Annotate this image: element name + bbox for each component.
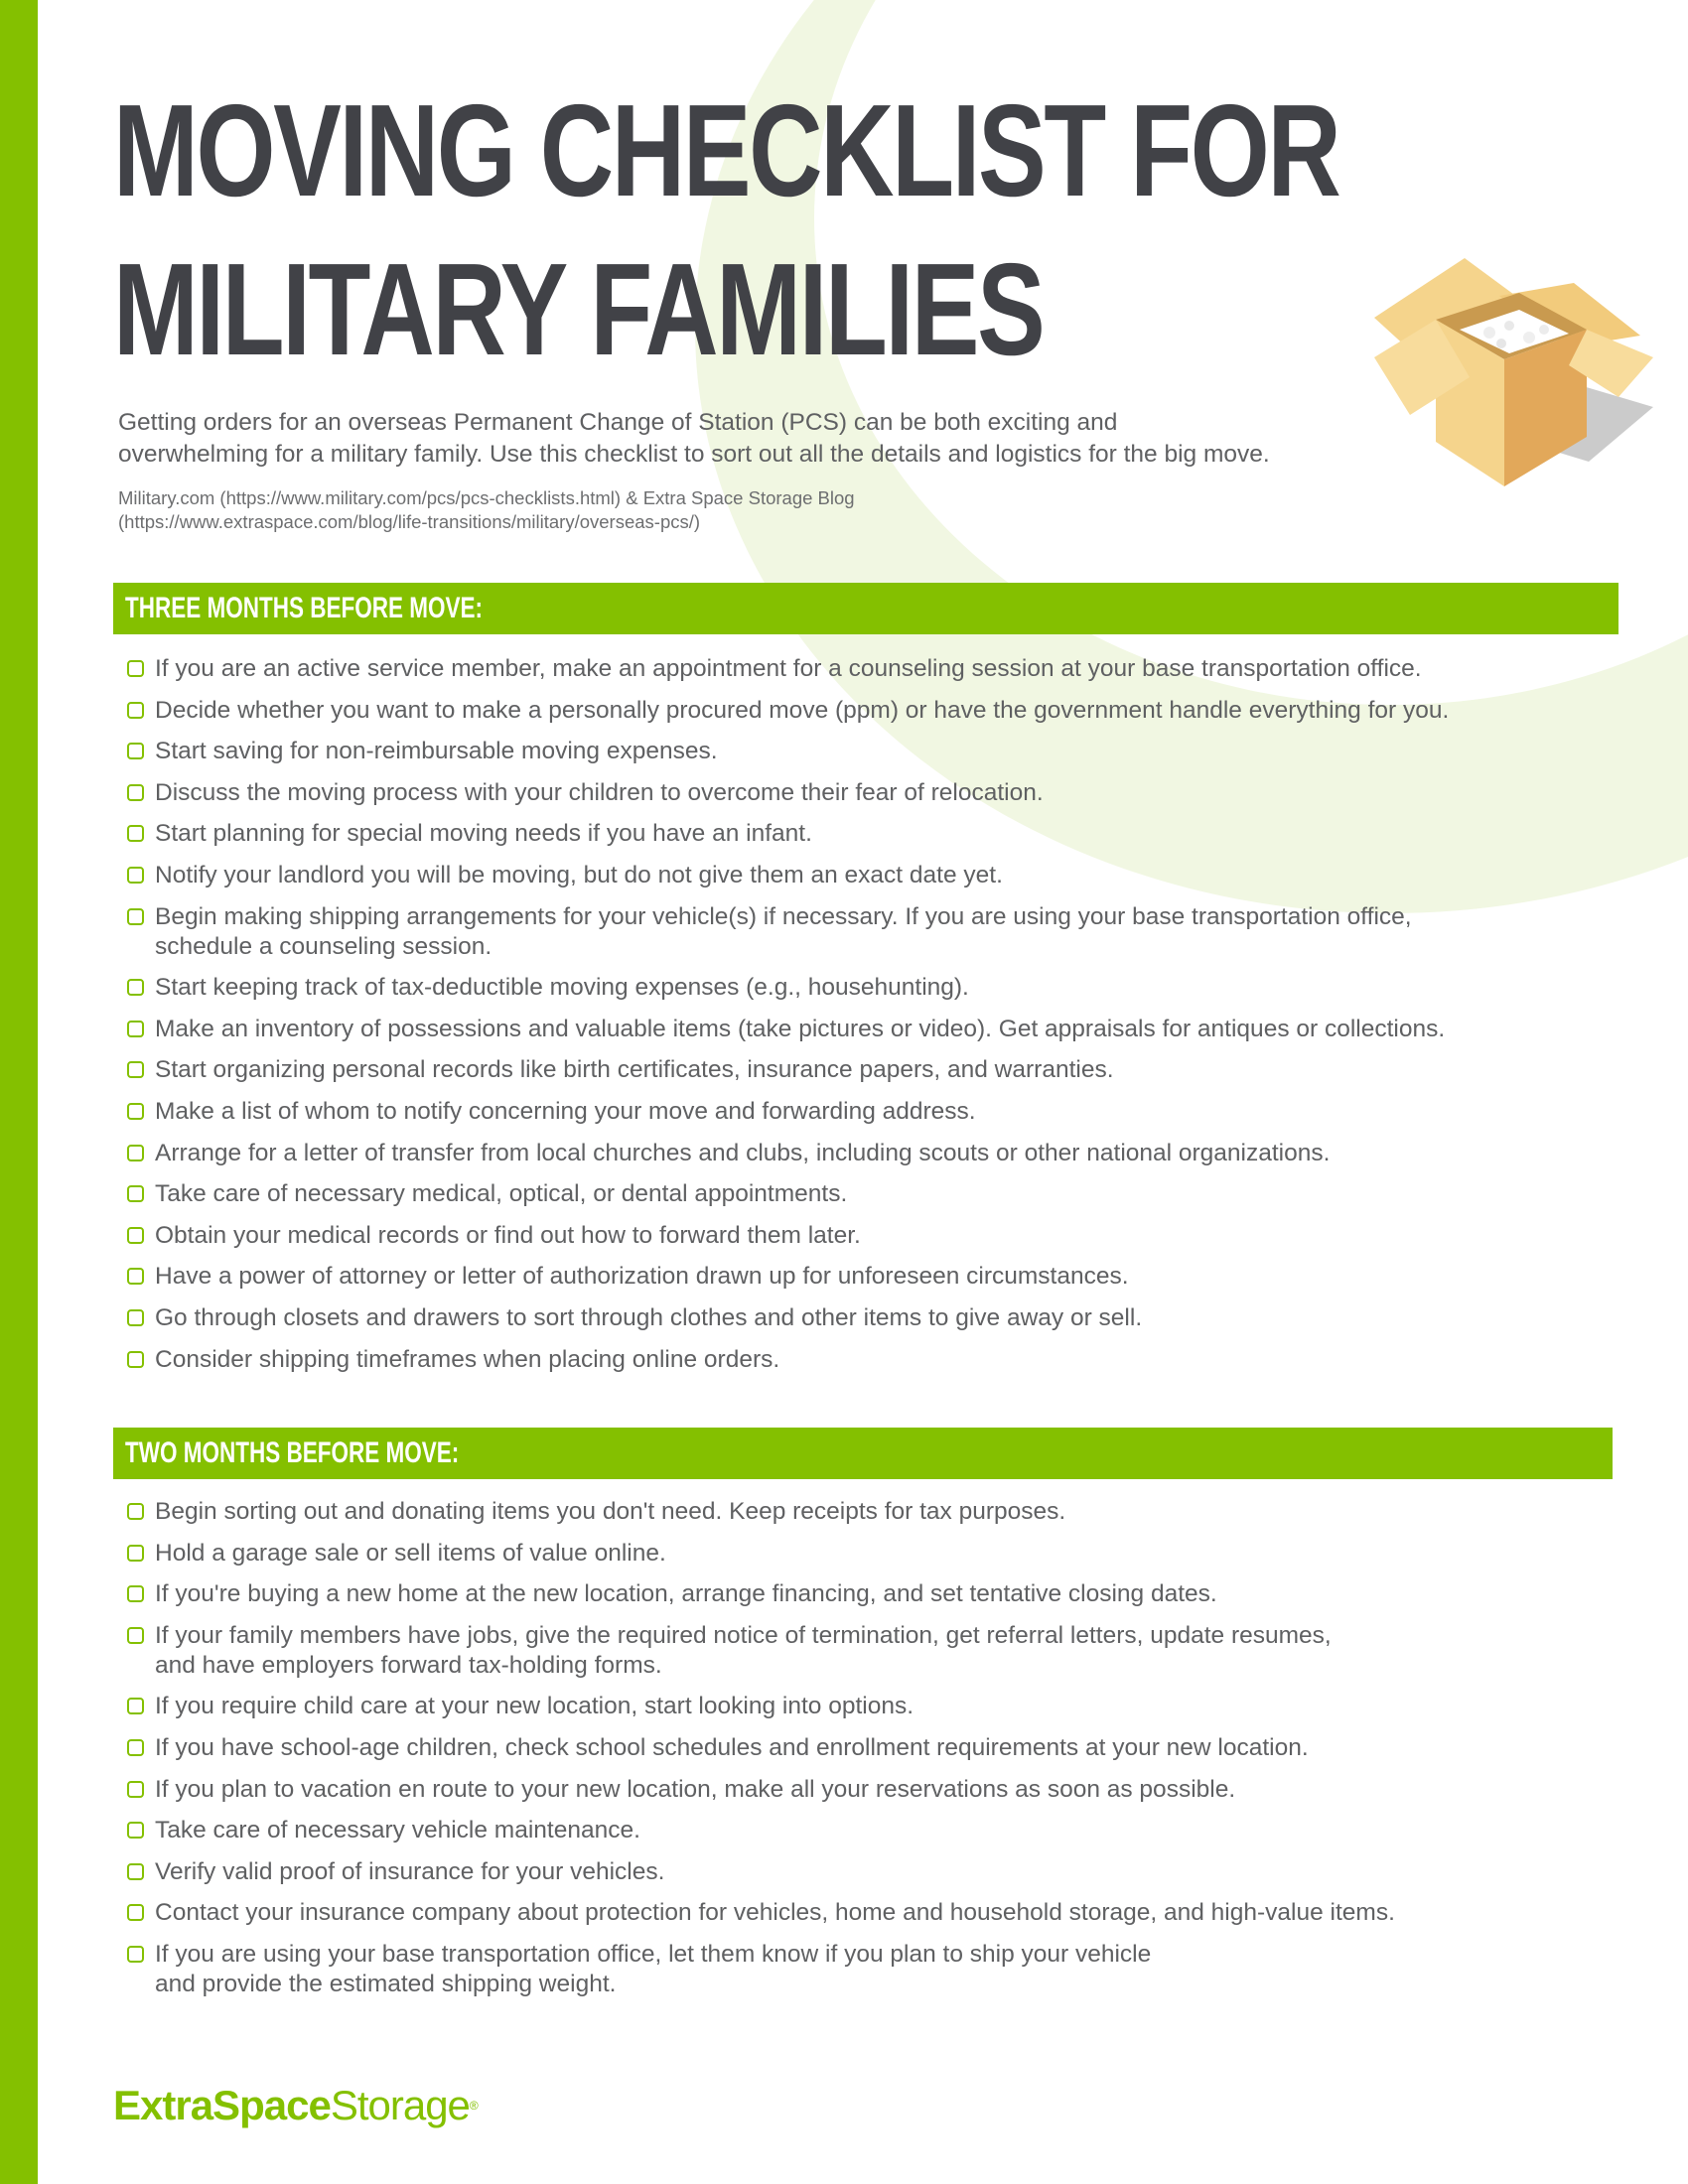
checklist-item[interactable]: Hold a garage sale or sell items of value online. (127, 1539, 1597, 1569)
checklist-item[interactable]: Begin sorting out and donating items you don't need. Keep receipts for tax purposes. (127, 1497, 1597, 1527)
checklist-item[interactable]: Verify valid proof of insurance for your vehicles. (127, 1857, 1597, 1887)
checklist-item[interactable]: Go through closets and drawers to sort through clothes and other items to give away or sell. (127, 1303, 1597, 1333)
checklist-item[interactable]: If you have school-age children, check school schedules and enrollment requirements at your new location. (127, 1733, 1597, 1763)
checkbox[interactable] (127, 1227, 144, 1244)
checklist-item[interactable]: If you are using your base transportation office, let them know if you plan to ship your vehicle and provide the estimated shipping weight. (127, 1940, 1597, 1999)
intro-paragraph: Getting orders for an overseas Permanent Change of Station (PCS) can be both exciting and overwhelming for a military family. Use this checklist to sort out all the details and logistics for the big move. (118, 409, 1270, 468)
checklist-item[interactable]: If your family members have jobs, give the required notice of termination, get referral letters, update resumes, and have employers forward tax-holding forms. (127, 1621, 1597, 1681)
section-header-three-months: THREE MONTHS BEFORE MOVE: (113, 583, 1618, 634)
checklist-item[interactable]: Start keeping track of tax-deductible moving expenses (e.g., househunting). (127, 973, 1597, 1003)
checklist-item[interactable]: Begin making shipping arrangements for your vehicle(s) if necessary. If you are using your base transportation office, schedule a counseling session. (127, 902, 1597, 962)
checkbox[interactable] (127, 825, 144, 842)
checklist-item[interactable]: Start saving for non-reimbursable moving expenses. (127, 737, 1597, 766)
checkbox[interactable] (127, 1946, 144, 1963)
checklist-item[interactable]: Discuss the moving process with your children to overcome their fear of relocation. (127, 778, 1597, 808)
checklist-item[interactable]: Make a list of whom to notify concerning your move and forwarding address. (127, 1097, 1597, 1127)
checklist-item[interactable]: Start organizing personal records like birth certificates, insurance papers, and warranties. (127, 1055, 1597, 1085)
checklist-item[interactable]: Notify your landlord you will be moving, but do not give them an exact date yet. (127, 861, 1597, 890)
checklist-item[interactable]: Take care of necessary medical, optical, or dental appointments. (127, 1179, 1597, 1209)
checkbox[interactable] (127, 1185, 144, 1202)
checkbox[interactable] (127, 1061, 144, 1078)
checkbox[interactable] (127, 1739, 144, 1756)
extra-space-storage-logo: ExtraSpaceStorage® (113, 2082, 479, 2128)
checkbox[interactable] (127, 1268, 144, 1285)
checkbox[interactable] (127, 1627, 144, 1644)
checkbox[interactable] (127, 784, 144, 801)
checkbox[interactable] (127, 1545, 144, 1562)
sources-citation: Military.com (https://www.military.com/pcs/pcs-checklists.html) & Extra Space Storage Blog (https://www.extraspace.com/blog/life-transitions/military/overseas-pcs/) (118, 487, 855, 532)
checklist-item[interactable]: Consider shipping timeframes when placing online orders. (127, 1345, 1597, 1375)
checkbox[interactable] (127, 1863, 144, 1880)
checkbox[interactable] (127, 979, 144, 996)
checkbox[interactable] (127, 1781, 144, 1798)
checklist-item[interactable]: If you're buying a new home at the new location, arrange financing, and set tentative closing dates. (127, 1579, 1597, 1609)
left-accent-bar (0, 0, 38, 2184)
checkbox[interactable] (127, 1103, 144, 1120)
checkbox[interactable] (127, 908, 144, 925)
checklist-item[interactable]: If you plan to vacation en route to your new location, make all your reservations as soon as possible. (127, 1775, 1597, 1805)
checklist-item[interactable]: Obtain your medical records or find out how to forward them later. (127, 1221, 1597, 1251)
checklist-item[interactable]: Start planning for special moving needs if you have an infant. (127, 819, 1597, 849)
checklist-item[interactable]: Take care of necessary vehicle maintenance. (127, 1816, 1597, 1845)
moving-box-illustration (1370, 248, 1658, 491)
checkbox[interactable] (127, 660, 144, 677)
checkbox[interactable] (127, 1309, 144, 1326)
checkbox[interactable] (127, 1021, 144, 1037)
checkbox[interactable] (127, 1145, 144, 1161)
checklist-item[interactable]: Contact your insurance company about protection for vehicles, home and household storage, and high-value items. (127, 1898, 1597, 1928)
checkbox[interactable] (127, 1585, 144, 1602)
checklist-item[interactable]: Make an inventory of possessions and valuable items (take pictures or video). Get appraisals for antiques or collections. (127, 1015, 1597, 1044)
checkbox[interactable] (127, 743, 144, 759)
checklist-item[interactable]: Decide whether you want to make a personally procured move (ppm) or have the government handle everything for you. (127, 696, 1597, 726)
checkbox[interactable] (127, 867, 144, 884)
checkbox[interactable] (127, 1822, 144, 1839)
checkbox[interactable] (127, 1351, 144, 1368)
checkbox[interactable] (127, 1503, 144, 1520)
checklist-three-months (127, 654, 1597, 1386)
checklist-item[interactable]: Have a power of attorney or letter of authorization drawn up for unforeseen circumstances. (127, 1262, 1597, 1292)
checklist-item[interactable]: If you require child care at your new location, start looking into options. (127, 1692, 1597, 1721)
page-title: MOVING CHECKLIST FOR MILITARY FAMILIES (113, 77, 1339, 382)
checkbox[interactable] (127, 1698, 144, 1714)
section-header-two-months: TWO MONTHS BEFORE MOVE: (113, 1428, 1613, 1479)
checklist-two-months (127, 1497, 1597, 2011)
checklist-item[interactable]: If you are an active service member, make an appointment for a counseling session at your base transportation office. (127, 654, 1597, 684)
checklist-item[interactable]: Arrange for a letter of transfer from local churches and clubs, including scouts or other national organizations. (127, 1139, 1597, 1168)
checkbox[interactable] (127, 702, 144, 719)
checkbox[interactable] (127, 1904, 144, 1921)
